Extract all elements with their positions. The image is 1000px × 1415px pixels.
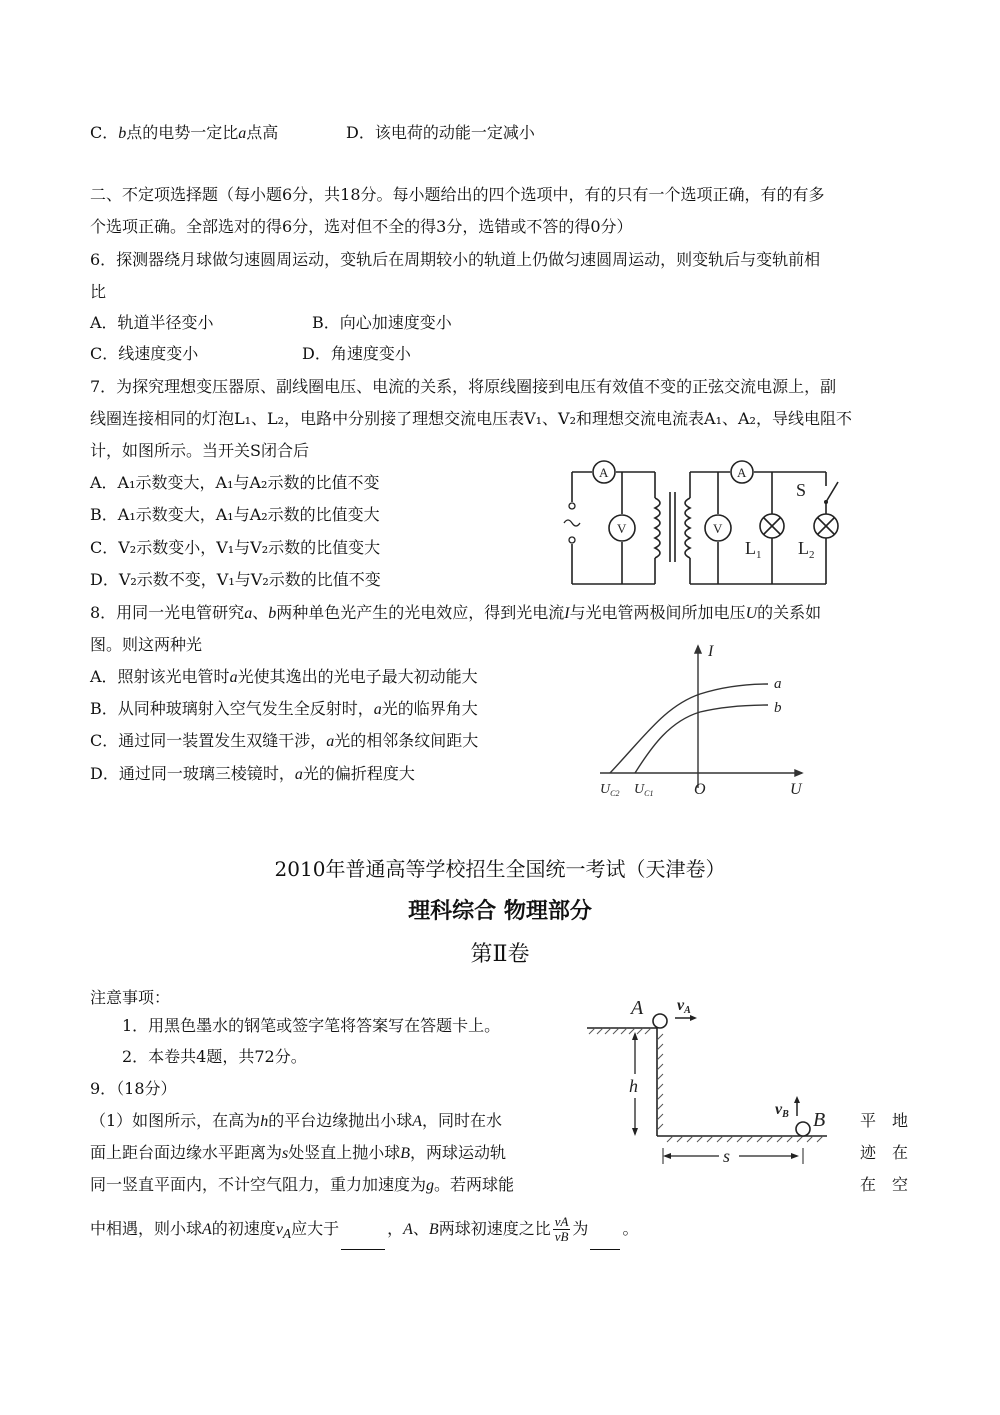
svg-text:V: V xyxy=(617,521,627,536)
ball-b-icon xyxy=(796,1122,810,1136)
q9-line4: 中相遇，则小球A的初速度$v_A$应大于 ，A、B两球初速度之比 $\frac{vA}{vB}$ 为 。 xyxy=(90,1214,638,1250)
q7-option-a: A．A₁示数变大，A₁与A₂示数的比值不变 xyxy=(90,473,380,492)
voltmeter-v2-icon xyxy=(705,515,731,541)
q6-stem-line1: 6．探测器绕月球做匀速圆周运动，变轨后在周期较小的轨道上仍做匀速圆周运动，则变轨后与变轨前相 xyxy=(90,250,821,269)
exam-title: 2010年普通高等学校招生全国统一考试（天津卷） xyxy=(274,857,726,881)
q6-option-b: B．向心加速度变小 xyxy=(312,313,452,332)
q6-option-d: D．角速度变小 xyxy=(302,344,411,363)
q8-option-d: D．通过同一玻璃三棱镜时，a光的偏折程度大 xyxy=(90,764,415,783)
transformer-circuit-figure xyxy=(560,452,850,592)
q6-stem-line2: 比 xyxy=(90,282,107,301)
label-uc2: $U_{C2}$ xyxy=(600,782,620,798)
height-label-h: h xyxy=(629,1076,638,1096)
q9-line3-tail: 在 空 xyxy=(860,1175,909,1194)
q7-stem-line1: 7．为探究理想变压器原、副线圈电压、电流的关系，将原线圈接到电压有效值不变的正弦交流电源上，副 xyxy=(90,377,837,396)
q8-stem-line1: 8．用同一光电管研究a、b两种单色光产生的光电效应，得到光电流I与光电管两极间所加电压U的关系如 xyxy=(90,603,822,622)
q8-option-a: A．照射该光电管时a光使其逸出的光电子最大初动能大 xyxy=(90,667,478,686)
ball-b-label: B xyxy=(813,1109,826,1131)
section2-instructions-line1: 二、不定项选择题（每小题6分，共18分。每小题给出的四个选项中，有的只有一个选项正确，有的有多 xyxy=(90,185,825,204)
section2-instructions-line2: 个选项正确。全部选对的得6分，选对但不全的得3分，选错或不答的得0分） xyxy=(90,217,633,236)
q9-line3: 同一竖直平面内，不计空气阻力，重力加速度为g。若两球能 xyxy=(90,1175,515,1194)
switch-contact-icon xyxy=(824,500,828,504)
q7-option-b: B．A₁示数变大，A₁与A₂示数的比值变大 xyxy=(90,505,380,524)
lamp-l1-icon xyxy=(760,514,784,538)
lamp-l2-label: $L_2$ xyxy=(798,538,815,561)
velocity-b-arrow-icon xyxy=(794,1096,800,1103)
label-uc1: $U_{C1}$ xyxy=(634,782,654,798)
exam-subtitle: 理科综合 物理部分 xyxy=(408,899,592,924)
q6-option-a: A．轨道半径变小 xyxy=(90,313,214,332)
svg-text:A: A xyxy=(737,465,747,480)
notes-item-2: 2．本卷共4题，共72分。 xyxy=(122,1047,307,1066)
answer-blank-2[interactable] xyxy=(590,1249,620,1250)
volume-title: 第Ⅱ卷 xyxy=(470,942,530,967)
hatching xyxy=(589,1028,826,1142)
q8-stem-line2: 图。则这两种光 xyxy=(90,635,203,654)
q7-stem-line2: 线圈连接相同的灯泡L₁、L₂，电路中分别接了理想交流电压表V₁、V₂和理想交流电流表A₁、A₂，导线电阻不 xyxy=(90,409,852,428)
ball-a-icon xyxy=(653,1014,667,1028)
q6-option-c: C．线速度变小 xyxy=(90,344,199,363)
velocity-b-label: vB xyxy=(775,1101,789,1120)
voltmeter-v1-icon xyxy=(609,515,635,541)
q9-line2: 面上距台面边缘水平距离为s处竖直上抛小球B，两球运动轨 xyxy=(90,1143,507,1162)
velocity-a-label: vA xyxy=(677,997,691,1016)
q9-header: 9．（18分） xyxy=(90,1079,177,1098)
ball-a-label: A xyxy=(631,997,644,1019)
axis-label-i: I xyxy=(708,643,714,660)
ammeter-a1-icon xyxy=(593,461,615,483)
svg-text:V: V xyxy=(713,521,723,536)
axis-label-u: U xyxy=(790,781,802,798)
q7-option-c: C．V₂示数变小，V₁与V₂示数的比值变大 xyxy=(90,538,381,557)
q5-option-d: D．该电荷的动能一定减小 xyxy=(346,123,535,142)
q7-stem-line3: 计，如图所示。当开关S闭合后 xyxy=(90,441,309,460)
curve-b xyxy=(635,705,768,773)
curve-a xyxy=(610,684,768,773)
svg-text:A: A xyxy=(599,465,609,480)
distance-label-s: s xyxy=(723,1146,731,1166)
origin-label-o: O xyxy=(694,781,706,798)
velocity-a-arrow-icon xyxy=(690,1015,697,1021)
notes-item-1: 1．用黑色墨水的钢笔或签字笔将答案写在答题卡上。 xyxy=(122,1016,501,1035)
q8-option-c: C．通过同一装置发生双缝干涉，a光的相邻条纹间距大 xyxy=(90,731,479,750)
ammeter-a2-icon xyxy=(731,461,753,483)
curve-label-b: b xyxy=(774,700,782,716)
switch-s-label: S xyxy=(796,480,807,500)
q7-option-d: D．V₂示数不变，V₁与V₂示数的比值不变 xyxy=(90,570,381,589)
velocity-ratio-fraction: $\frac{vA}{vB}$ xyxy=(554,1214,569,1244)
q9-line2-tail: 迹 在 xyxy=(860,1143,909,1162)
q9-line1-tail: 平 地 xyxy=(860,1111,909,1130)
photoelectric-iv-figure xyxy=(590,636,820,801)
lamp-l2-icon xyxy=(814,514,838,538)
curve-label-a: a xyxy=(774,676,782,692)
ac-source-icon xyxy=(564,503,580,543)
projectile-figure xyxy=(585,988,845,1176)
q8-option-b: B．从同种玻璃射入空气发生全反射时，a光的临界角大 xyxy=(90,699,478,718)
q5-option-c: C．b点的电势一定比a点高 xyxy=(90,123,279,142)
q9-line1: （1）如图所示，在高为h的平台边缘抛出小球A，同时在水 xyxy=(90,1111,502,1130)
answer-blank-1[interactable] xyxy=(341,1249,385,1250)
notes-heading: 注意事项： xyxy=(90,988,171,1007)
lamp-l1-label: $L_1$ xyxy=(745,538,762,561)
